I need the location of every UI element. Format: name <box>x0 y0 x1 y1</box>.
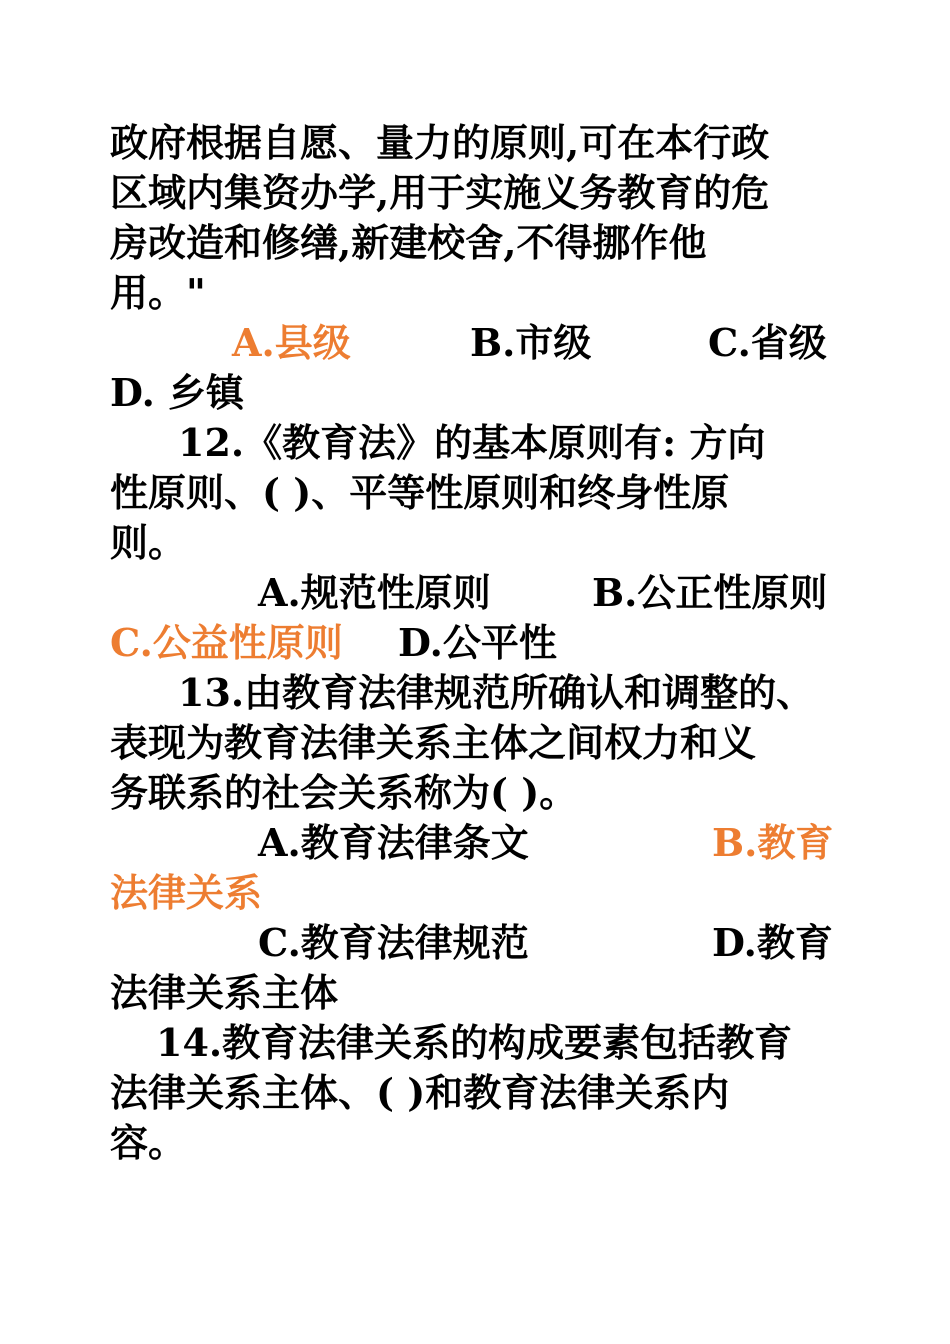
q13-option-b-answer: B.教育 <box>712 820 834 865</box>
q13-stem: 表现为教育法律关系主体之间权力和义 <box>110 720 757 765</box>
q13-option-a: A.教育法律条文 <box>258 820 529 865</box>
q12-option-c-answer: C.公益性原则 <box>110 620 343 665</box>
q13-option-d: D.教育 <box>712 920 833 965</box>
q14-stem: 法律关系主体、( )和教育法律关系内 <box>110 1070 730 1115</box>
q12-option-a: A.规范性原则 <box>258 570 491 615</box>
q12-stem: 12.《教育法》的基本原则有: 方向 <box>178 420 766 465</box>
q11-option-d: D. 乡镇 <box>110 370 245 415</box>
q13-stem: 务联系的社会关系称为( )。 <box>110 770 578 815</box>
text-line: 区域内集资办学,用于实施义务教育的危 <box>110 170 770 215</box>
q12-option-b: B.公正性原则 <box>592 570 828 615</box>
q12-stem: 则。 <box>110 520 187 565</box>
q12-stem: 性原则、( )、平等性原则和终身性原 <box>110 470 730 515</box>
q13-stem: 13.由教育法律规范所确认和调整的、 <box>178 670 815 715</box>
text-line: 房改造和修缮,新建校舍,不得挪作他 <box>110 220 707 265</box>
q13-option-d: 法律关系主体 <box>110 970 339 1015</box>
text-line: 政府根据自愿、量力的原则,可在本行政 <box>110 120 770 165</box>
q14-stem: 14.教育法律关系的构成要素包括教育 <box>156 1020 793 1065</box>
q11-option-c: C.省级 <box>708 320 827 365</box>
q11-option-a-answer: A.县级 <box>232 320 351 365</box>
q13-option-b-answer: 法律关系 <box>110 870 263 915</box>
q11-option-b: B.市级 <box>470 320 592 365</box>
text-line: 用。" <box>110 270 206 315</box>
q12-option-d: D.公平性 <box>398 620 557 665</box>
q14-stem: 容。 <box>110 1120 187 1165</box>
q13-option-c: C.教育法律规范 <box>258 920 529 965</box>
